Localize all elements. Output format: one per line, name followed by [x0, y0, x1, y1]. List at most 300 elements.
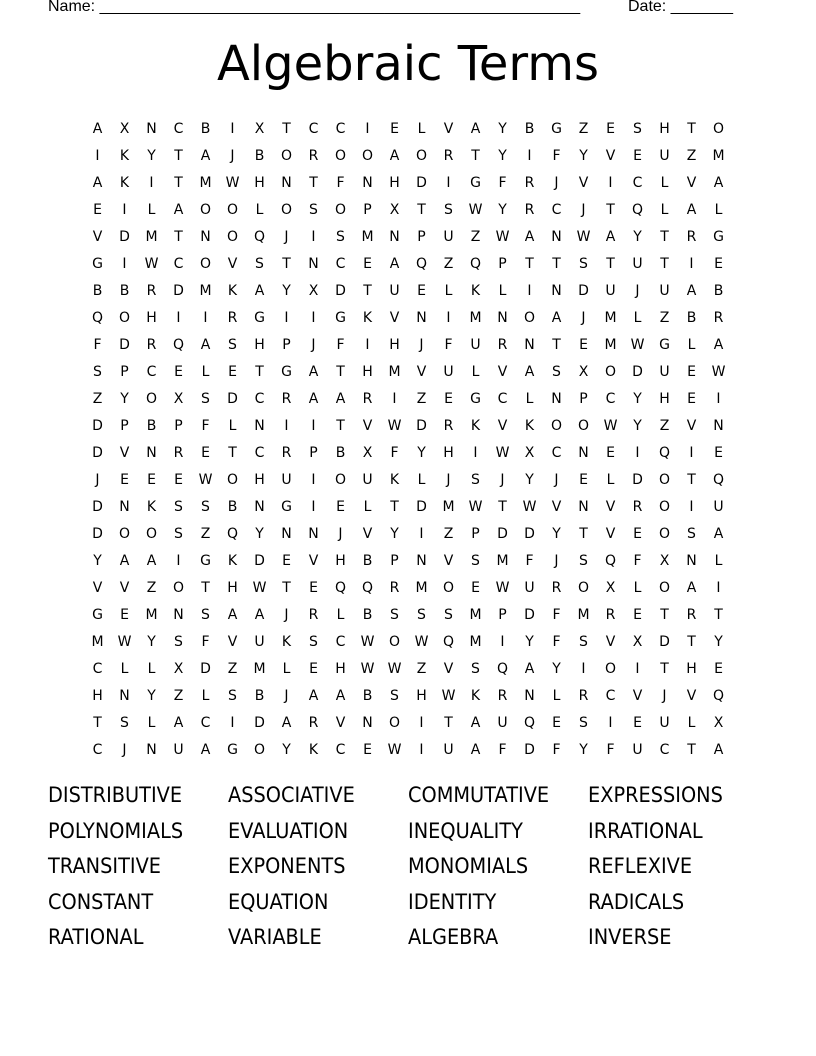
grid-letter[interactable]: Q [712, 687, 725, 704]
grid-letter[interactable]: Y [552, 525, 561, 542]
grid-letter[interactable]: Z [686, 147, 697, 164]
grid-letter[interactable]: S [579, 552, 588, 569]
grid-letter[interactable]: I [284, 309, 289, 326]
grid-letter[interactable]: L [660, 201, 669, 218]
grid-letter[interactable]: T [525, 255, 534, 272]
grid-letter[interactable]: N [146, 741, 157, 758]
grid-letter[interactable]: E [390, 120, 399, 137]
grid-letter[interactable]: Q [172, 336, 185, 353]
grid-letter[interactable]: W [387, 417, 402, 434]
grid-letter[interactable]: T [417, 201, 426, 218]
grid-letter[interactable]: Q [469, 255, 482, 272]
grid-letter[interactable]: N [362, 714, 373, 731]
grid-letter[interactable]: A [686, 201, 697, 218]
grid-letter[interactable]: Y [498, 201, 507, 218]
grid-letter[interactable]: E [633, 525, 642, 542]
grid-letter[interactable]: A [254, 606, 265, 623]
grid-letter[interactable]: Z [470, 228, 481, 245]
grid-letter[interactable]: E [714, 660, 723, 677]
grid-letter[interactable]: L [687, 714, 696, 731]
grid-letter[interactable]: E [471, 579, 480, 596]
grid-letter[interactable]: T [336, 363, 345, 380]
grid-letter[interactable]: Q [361, 579, 374, 596]
grid-letter[interactable]: W [144, 255, 159, 272]
grid-letter[interactable]: I [689, 444, 694, 461]
grid-letter[interactable]: U [389, 282, 400, 299]
grid-letter[interactable]: A [227, 606, 238, 623]
grid-letter[interactable]: B [362, 687, 373, 704]
grid-letter[interactable]: O [199, 201, 212, 218]
grid-letter[interactable]: Z [659, 417, 670, 434]
grid-letter[interactable]: O [172, 579, 185, 596]
grid-letter[interactable]: X [524, 444, 535, 461]
grid-letter[interactable]: E [120, 606, 129, 623]
grid-letter[interactable]: A [308, 363, 319, 380]
grid-letter[interactable]: T [336, 417, 345, 434]
grid-letter[interactable]: Q [253, 228, 266, 245]
grid-letter[interactable]: A [200, 147, 211, 164]
grid-letter[interactable]: G [335, 309, 346, 326]
grid-letter[interactable]: S [174, 525, 183, 542]
grid-letter[interactable]: G [551, 120, 562, 137]
grid-letter[interactable]: H [686, 660, 697, 677]
grid-letter[interactable]: I [689, 498, 694, 515]
grid-letter[interactable]: M [199, 282, 212, 299]
grid-letter[interactable]: F [336, 336, 345, 353]
grid-letter[interactable]: L [444, 282, 453, 299]
grid-letter[interactable]: X [362, 444, 373, 461]
grid-letter[interactable]: M [604, 309, 617, 326]
grid-letter[interactable]: R [443, 147, 454, 164]
grid-letter[interactable]: I [635, 444, 640, 461]
grid-letter[interactable]: M [361, 228, 374, 245]
grid-letter[interactable]: Q [334, 579, 347, 596]
grid-letter[interactable]: A [686, 579, 697, 596]
grid-letter[interactable]: T [660, 660, 669, 677]
grid-letter[interactable]: K [227, 282, 238, 299]
grid-letter[interactable]: J [554, 174, 559, 191]
grid-letter[interactable]: A [686, 282, 697, 299]
grid-letter[interactable]: J [446, 471, 451, 488]
grid-letter[interactable]: I [230, 714, 235, 731]
grid-letter[interactable]: T [606, 255, 615, 272]
grid-letter[interactable]: A [92, 174, 103, 191]
grid-letter[interactable]: A [524, 228, 535, 245]
grid-letter[interactable]: V [119, 579, 130, 596]
grid-letter[interactable]: A [470, 741, 481, 758]
grid-letter[interactable]: G [713, 228, 724, 245]
grid-letter[interactable]: D [578, 282, 589, 299]
grid-letter[interactable]: U [659, 282, 670, 299]
grid-letter[interactable]: U [632, 741, 643, 758]
grid-letter[interactable]: Y [714, 633, 723, 650]
grid-letter[interactable]: F [633, 552, 642, 569]
grid-letter[interactable]: A [470, 120, 481, 137]
grid-letter[interactable]: H [335, 660, 346, 677]
grid-letter[interactable]: G [254, 309, 265, 326]
grid-letter[interactable]: P [174, 417, 183, 434]
grid-letter[interactable]: D [92, 498, 103, 515]
grid-letter[interactable]: Y [579, 147, 588, 164]
grid-letter[interactable]: O [145, 390, 158, 407]
grid-letter[interactable]: X [119, 120, 130, 137]
grid-letter[interactable]: N [281, 174, 292, 191]
grid-letter[interactable]: I [419, 525, 424, 542]
grid-letter[interactable]: T [174, 174, 183, 191]
grid-letter[interactable]: I [311, 417, 316, 434]
grid-letter[interactable]: V [335, 714, 346, 731]
grid-letter[interactable]: J [311, 336, 316, 353]
grid-letter[interactable]: J [581, 201, 586, 218]
grid-letter[interactable]: W [225, 174, 240, 191]
grid-letter[interactable]: V [443, 120, 454, 137]
grid-letter[interactable]: L [552, 687, 561, 704]
grid-letter[interactable]: T [579, 525, 588, 542]
grid-letter[interactable]: O [226, 201, 239, 218]
grid-letter[interactable]: E [363, 741, 372, 758]
grid-letter[interactable]: G [470, 174, 481, 191]
grid-letter[interactable]: E [228, 363, 237, 380]
grid-letter[interactable]: E [174, 471, 183, 488]
grid-letter[interactable]: U [659, 714, 670, 731]
grid-letter[interactable]: I [122, 255, 127, 272]
grid-letter[interactable]: E [363, 255, 372, 272]
grid-letter[interactable]: G [92, 255, 103, 272]
grid-letter[interactable]: T [174, 147, 183, 164]
grid-letter[interactable]: Z [146, 579, 157, 596]
grid-letter[interactable]: O [118, 309, 131, 326]
grid-letter[interactable]: A [713, 336, 724, 353]
grid-letter[interactable]: I [311, 498, 316, 515]
grid-letter[interactable]: H [389, 336, 400, 353]
grid-letter[interactable]: A [335, 687, 346, 704]
grid-letter[interactable]: M [388, 363, 401, 380]
grid-letter[interactable]: Y [93, 552, 102, 569]
grid-letter[interactable]: U [605, 282, 616, 299]
grid-letter[interactable]: C [254, 444, 265, 461]
grid-letter[interactable]: F [525, 552, 534, 569]
grid-letter[interactable]: E [714, 444, 723, 461]
grid-letter[interactable]: T [309, 174, 318, 191]
grid-letter[interactable]: L [498, 282, 507, 299]
grid-letter[interactable]: U [713, 498, 724, 515]
grid-letter[interactable]: S [390, 687, 399, 704]
grid-letter[interactable]: S [309, 633, 318, 650]
grid-letter[interactable]: R [524, 201, 535, 218]
grid-letter[interactable]: V [497, 363, 508, 380]
grid-letter[interactable]: E [552, 714, 561, 731]
grid-letter[interactable]: I [311, 471, 316, 488]
grid-letter[interactable]: Z [578, 120, 589, 137]
grid-letter[interactable]: A [92, 120, 103, 137]
grid-letter[interactable]: G [470, 390, 481, 407]
grid-letter[interactable]: C [497, 390, 508, 407]
grid-letter[interactable]: S [228, 687, 237, 704]
grid-letter[interactable]: E [633, 606, 642, 623]
grid-letter[interactable]: N [416, 552, 427, 569]
grid-letter[interactable]: P [120, 363, 129, 380]
grid-letter[interactable]: M [469, 633, 482, 650]
grid-letter[interactable]: R [146, 282, 157, 299]
grid-letter[interactable]: R [146, 336, 157, 353]
grid-letter[interactable]: P [579, 390, 588, 407]
grid-letter[interactable]: X [254, 120, 265, 137]
grid-letter[interactable]: R [551, 579, 562, 596]
grid-letter[interactable]: I [419, 714, 424, 731]
grid-letter[interactable]: M [253, 660, 266, 677]
grid-letter[interactable]: U [659, 363, 670, 380]
grid-letter[interactable]: V [686, 174, 697, 191]
grid-letter[interactable]: D [92, 444, 103, 461]
grid-letter[interactable]: O [226, 228, 239, 245]
grid-letter[interactable]: A [524, 660, 535, 677]
grid-letter[interactable]: I [500, 633, 505, 650]
grid-letter[interactable]: T [660, 255, 669, 272]
grid-letter[interactable]: O [523, 309, 536, 326]
grid-letter[interactable]: Z [92, 390, 103, 407]
grid-letter[interactable]: Y [498, 147, 507, 164]
grid-letter[interactable]: N [308, 255, 319, 272]
grid-letter[interactable]: A [605, 228, 616, 245]
grid-letter[interactable]: Y [255, 525, 264, 542]
grid-letter[interactable]: M [469, 309, 482, 326]
grid-letter[interactable]: I [365, 120, 370, 137]
grid-letter[interactable]: K [389, 471, 400, 488]
grid-letter[interactable]: V [605, 633, 616, 650]
grid-letter[interactable]: G [281, 498, 292, 515]
grid-letter[interactable]: G [200, 552, 211, 569]
grid-letter[interactable]: V [92, 579, 103, 596]
grid-letter[interactable]: B [92, 282, 103, 299]
grid-letter[interactable]: Y [579, 741, 588, 758]
grid-letter[interactable]: I [716, 390, 721, 407]
grid-letter[interactable]: F [336, 174, 345, 191]
grid-letter[interactable]: M [442, 498, 455, 515]
grid-letter[interactable]: A [470, 714, 481, 731]
grid-letter[interactable]: Q [496, 660, 509, 677]
grid-letter[interactable]: E [633, 714, 642, 731]
grid-letter[interactable]: T [282, 579, 291, 596]
grid-letter[interactable]: Z [659, 309, 670, 326]
grid-letter[interactable]: L [147, 201, 156, 218]
grid-letter[interactable]: C [92, 741, 103, 758]
grid-letter[interactable]: F [444, 336, 453, 353]
grid-letter[interactable]: H [146, 309, 157, 326]
grid-letter[interactable]: E [174, 363, 183, 380]
grid-letter[interactable]: E [309, 660, 318, 677]
grid-letter[interactable]: E [579, 471, 588, 488]
grid-letter[interactable]: S [255, 255, 264, 272]
grid-letter[interactable]: H [659, 390, 670, 407]
grid-letter[interactable]: B [254, 147, 265, 164]
grid-letter[interactable]: Y [552, 660, 561, 677]
grid-letter[interactable]: Y [633, 228, 642, 245]
grid-letter[interactable]: I [581, 660, 586, 677]
grid-letter[interactable]: W [495, 444, 510, 461]
grid-letter[interactable]: H [92, 687, 103, 704]
grid-letter[interactable]: V [686, 417, 697, 434]
grid-letter[interactable]: Q [712, 471, 725, 488]
grid-letter[interactable]: V [605, 147, 616, 164]
grid-letter[interactable]: I [689, 255, 694, 272]
grid-letter[interactable]: N [524, 336, 535, 353]
grid-letter[interactable]: K [227, 552, 238, 569]
grid-letter[interactable]: V [551, 498, 562, 515]
grid-letter[interactable]: W [468, 498, 483, 515]
grid-letter[interactable]: L [417, 471, 426, 488]
grid-letter[interactable]: J [338, 525, 343, 542]
grid-letter[interactable]: Y [633, 390, 642, 407]
grid-letter[interactable]: J [554, 552, 559, 569]
grid-letter[interactable]: O [550, 417, 563, 434]
grid-letter[interactable]: L [201, 363, 210, 380]
grid-letter[interactable]: F [552, 633, 561, 650]
grid-letter[interactable]: E [93, 201, 102, 218]
grid-letter[interactable]: U [470, 336, 481, 353]
grid-letter[interactable]: F [201, 633, 210, 650]
grid-letter[interactable]: N [200, 228, 211, 245]
grid-letter[interactable]: K [470, 687, 481, 704]
grid-letter[interactable]: W [603, 417, 618, 434]
grid-letter[interactable]: S [687, 525, 696, 542]
grid-letter[interactable]: C [551, 444, 562, 461]
grid-letter[interactable]: M [577, 606, 590, 623]
grid-letter[interactable]: J [500, 471, 505, 488]
grid-letter[interactable]: L [255, 201, 264, 218]
grid-letter[interactable]: X [173, 390, 184, 407]
grid-letter[interactable]: J [284, 228, 289, 245]
grid-letter[interactable]: Y [498, 120, 507, 137]
grid-letter[interactable]: Y [633, 417, 642, 434]
grid-letter[interactable]: I [716, 579, 721, 596]
grid-letter[interactable]: R [308, 714, 319, 731]
grid-letter[interactable]: A [308, 390, 319, 407]
grid-letter[interactable]: V [605, 525, 616, 542]
grid-letter[interactable]: P [417, 228, 426, 245]
grid-letter[interactable]: M [415, 579, 428, 596]
grid-letter[interactable]: D [524, 606, 535, 623]
grid-letter[interactable]: V [605, 498, 616, 515]
grid-letter[interactable]: U [281, 471, 292, 488]
grid-letter[interactable]: N [362, 174, 373, 191]
grid-letter[interactable]: C [146, 363, 157, 380]
grid-letter[interactable]: X [632, 633, 643, 650]
grid-letter[interactable]: I [176, 552, 181, 569]
grid-letter[interactable]: R [281, 444, 292, 461]
grid-letter[interactable]: T [606, 201, 615, 218]
grid-letter[interactable]: A [200, 741, 211, 758]
grid-letter[interactable]: W [414, 633, 429, 650]
grid-letter[interactable]: L [147, 660, 156, 677]
grid-letter[interactable]: U [443, 363, 454, 380]
grid-letter[interactable]: O [361, 147, 374, 164]
grid-letter[interactable]: B [524, 120, 535, 137]
grid-letter[interactable]: R [173, 444, 184, 461]
grid-letter[interactable]: W [495, 579, 510, 596]
grid-letter[interactable]: V [308, 552, 319, 569]
grid-letter[interactable]: T [660, 228, 669, 245]
grid-letter[interactable]: Y [417, 444, 426, 461]
grid-letter[interactable]: P [363, 201, 372, 218]
grid-letter[interactable]: U [173, 741, 184, 758]
grid-letter[interactable]: L [120, 660, 129, 677]
grid-letter[interactable]: L [201, 687, 210, 704]
grid-letter[interactable]: S [579, 255, 588, 272]
grid-letter[interactable]: S [309, 201, 318, 218]
grid-letter[interactable]: Q [91, 309, 104, 326]
grid-letter[interactable]: H [254, 336, 265, 353]
grid-letter[interactable]: B [119, 282, 130, 299]
grid-letter[interactable]: T [687, 471, 696, 488]
grid-letter[interactable]: O [658, 579, 671, 596]
grid-letter[interactable]: V [119, 444, 130, 461]
grid-letter[interactable]: D [173, 282, 184, 299]
grid-letter[interactable]: F [606, 741, 615, 758]
grid-letter[interactable]: U [632, 255, 643, 272]
grid-letter[interactable]: V [632, 687, 643, 704]
grid-letter[interactable]: N [119, 498, 130, 515]
grid-letter[interactable]: D [92, 525, 103, 542]
grid-letter[interactable]: T [93, 714, 102, 731]
grid-letter[interactable]: C [551, 201, 562, 218]
grid-letter[interactable]: D [524, 741, 535, 758]
grid-letter[interactable]: W [711, 363, 726, 380]
grid-letter[interactable]: C [173, 255, 184, 272]
grid-letter[interactable]: D [632, 363, 643, 380]
grid-letter[interactable]: K [470, 282, 481, 299]
grid-letter[interactable]: F [552, 741, 561, 758]
grid-letter[interactable]: N [146, 120, 157, 137]
grid-letter[interactable]: K [119, 147, 130, 164]
grid-letter[interactable]: A [308, 687, 319, 704]
grid-letter[interactable]: U [362, 471, 373, 488]
grid-letter[interactable]: C [335, 741, 346, 758]
grid-letter[interactable]: E [336, 498, 345, 515]
grid-letter[interactable]: L [417, 120, 426, 137]
grid-letter[interactable]: O [388, 714, 401, 731]
grid-letter[interactable]: N [578, 444, 589, 461]
grid-letter[interactable]: O [280, 201, 293, 218]
grid-letter[interactable]: A [173, 201, 184, 218]
grid-letter[interactable]: D [524, 525, 535, 542]
grid-letter[interactable]: Y [525, 633, 534, 650]
grid-letter[interactable]: I [446, 309, 451, 326]
grid-letter[interactable]: I [95, 147, 100, 164]
grid-letter[interactable]: R [497, 687, 508, 704]
grid-letter[interactable]: Z [227, 660, 238, 677]
grid-letter[interactable]: L [147, 714, 156, 731]
grid-letter[interactable]: S [579, 714, 588, 731]
grid-letter[interactable]: L [282, 660, 291, 677]
grid-letter[interactable]: B [227, 498, 238, 515]
grid-letter[interactable]: I [635, 660, 640, 677]
grid-letter[interactable]: I [203, 309, 208, 326]
grid-letter[interactable]: X [389, 201, 400, 218]
grid-letter[interactable]: W [252, 579, 267, 596]
grid-letter[interactable]: S [444, 606, 453, 623]
grid-letter[interactable]: B [254, 687, 265, 704]
grid-letter[interactable]: P [471, 525, 480, 542]
grid-letter[interactable]: S [390, 606, 399, 623]
grid-letter[interactable]: S [201, 390, 210, 407]
grid-letter[interactable]: B [362, 552, 373, 569]
grid-letter[interactable]: A [119, 552, 130, 569]
grid-letter[interactable]: T [498, 498, 507, 515]
grid-letter[interactable]: C [173, 120, 184, 137]
grid-letter[interactable]: N [497, 309, 508, 326]
grid-letter[interactable]: F [498, 741, 507, 758]
grid-letter[interactable]: H [443, 444, 454, 461]
